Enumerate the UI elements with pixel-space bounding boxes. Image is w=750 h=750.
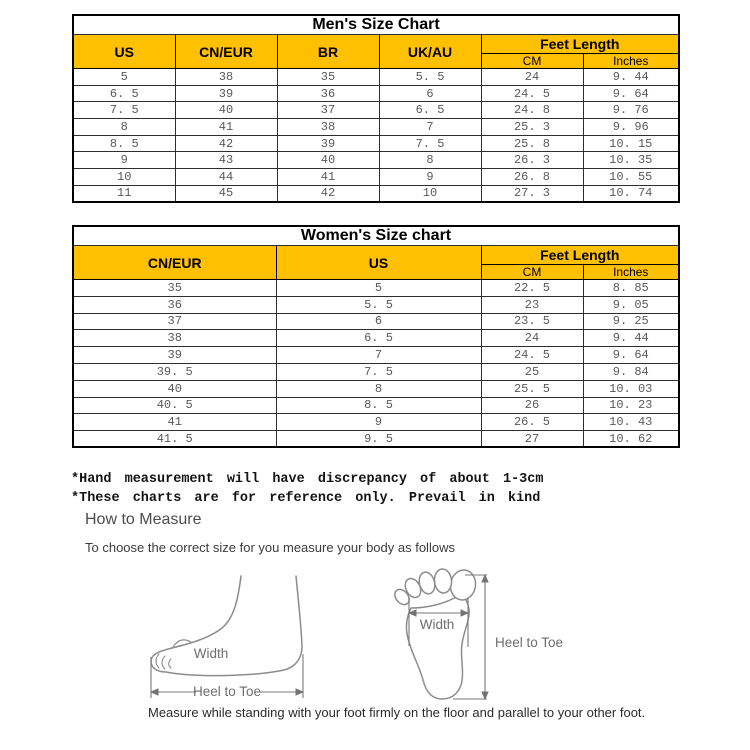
table-cell: 8 [73,119,175,136]
table-cell: 41 [277,169,379,186]
table-cell: 10. 62 [583,431,679,448]
table-cell: 36 [277,85,379,102]
table-cell: 37 [73,313,276,330]
womens-table-title: Women's Size chart [73,226,679,246]
table-cell: 40. 5 [73,397,276,414]
table-row [73,414,679,431]
table-cell: 24. 5 [481,347,583,364]
table-cell: 42 [277,185,379,202]
table-cell: 41. 5 [73,431,276,448]
womens-size-table [72,225,680,448]
table-cell: 8 [276,380,481,397]
table-cell: 8. 85 [583,280,679,297]
table-cell: 36 [73,296,276,313]
table-cell: 9. 44 [583,69,679,86]
mens-col-header-br: BR [277,35,379,69]
table-row [73,330,679,347]
table-cell: 26. 3 [481,152,583,169]
table-cell: 5 [73,69,175,86]
table-cell: 9. 64 [583,85,679,102]
table-cell: 9. 05 [583,296,679,313]
table-cell: 39 [73,347,276,364]
table-cell: 43 [175,152,277,169]
foot-sole-view-diagram [365,556,585,708]
sole-big-toe [448,568,478,602]
table-cell: 7 [379,119,481,136]
mens-col-header-uk-au: UK/AU [379,35,481,69]
table-cell: 27. 3 [481,185,583,202]
table-cell: 40 [277,152,379,169]
womens-col-header-us: US [276,246,481,280]
womens-col-header-cn-eur: CN/EUR [73,246,276,280]
table-cell: 9 [276,414,481,431]
mens-size-table [72,14,680,203]
table-row [73,431,679,448]
table-cell: 5. 5 [379,69,481,86]
mens-table-body [73,69,679,203]
table-cell: 5 [276,280,481,297]
table-cell: 24 [481,330,583,347]
table-cell: 6. 5 [73,85,175,102]
table-cell: 6 [276,313,481,330]
womens-col-header-feet-length: Feet Length [481,246,679,265]
table-cell: 27 [481,431,583,448]
womens-table-body [73,280,679,448]
table-cell: 6 [379,85,481,102]
table-cell: 39 [175,85,277,102]
table-cell: 40 [175,102,277,119]
table-cell: 10. 35 [583,152,679,169]
sole-outline [407,595,470,699]
side-foot-width-label: Width [193,646,229,661]
table-cell: 10. 03 [583,380,679,397]
table-cell: 42 [175,135,277,152]
table-cell: 22. 5 [481,280,583,297]
table-cell: 38 [175,69,277,86]
table-cell: 10 [73,169,175,186]
table-cell: 7 [276,347,481,364]
table-cell: 9. 76 [583,102,679,119]
how-to-measure-heading: How to Measure [85,511,202,528]
table-cell: 35 [73,280,276,297]
table-cell: 9 [379,169,481,186]
table-cell: 9. 64 [583,347,679,364]
table-cell: 10. 23 [583,397,679,414]
mens-col-header-feet-length: Feet Length [481,35,679,54]
table-cell: 9. 96 [583,119,679,136]
table-cell: 10. 15 [583,135,679,152]
table-cell: 41 [175,119,277,136]
mens-table-title: Men's Size Chart [73,15,679,35]
foot-side-view-diagram [138,562,316,704]
table-cell: 9. 84 [583,363,679,380]
table-cell: 10. 43 [583,414,679,431]
table-cell: 7. 5 [379,135,481,152]
table-cell: 44 [175,169,277,186]
sole-foot-width-label: Width [419,617,455,632]
table-cell: 40 [73,380,276,397]
table-cell: 38 [277,119,379,136]
measure-caption: Measure while standing with your foot firmly on the floor and parallel to your other foot. [148,705,646,720]
table-row [73,152,679,169]
table-row [73,185,679,202]
table-cell: 9 [73,152,175,169]
table-cell: 8. 5 [276,397,481,414]
sole-toe-2 [433,568,452,593]
how-to-measure-subtext: To choose the correct size for you measure your body as follows [85,540,455,555]
table-row [73,397,679,414]
table-cell: 24. 8 [481,102,583,119]
table-row [73,280,679,297]
table-row [73,135,679,152]
table-cell: 10 [379,185,481,202]
table-cell: 39. 5 [73,363,276,380]
mens-col-header-cn-eur: CN/EUR [175,35,277,69]
note-line-1: *Hand measurement will have discrepancy of about 1-3cm [71,472,544,487]
sole-foot-heel-to-toe-label: Heel to Toe [495,635,564,650]
table-cell: 9. 5 [276,431,481,448]
table-cell: 7. 5 [276,363,481,380]
table-row [73,380,679,397]
table-row [73,313,679,330]
table-cell: 8 [379,152,481,169]
table-cell: 9. 44 [583,330,679,347]
table-row [73,296,679,313]
mens-col-header-us: US [73,35,175,69]
table-cell: 41 [73,414,276,431]
table-cell: 38 [73,330,276,347]
table-row [73,69,679,86]
table-cell: 26. 5 [481,414,583,431]
side-foot-heel-to-toe-label: Heel to Toe [192,684,262,699]
table-cell: 37 [277,102,379,119]
table-row [73,347,679,364]
womens-col-header-cm: CM [481,265,583,280]
table-cell: 25. 3 [481,119,583,136]
table-cell: 25. 5 [481,380,583,397]
table-cell: 23 [481,296,583,313]
table-cell: 9. 25 [583,313,679,330]
table-cell: 8. 5 [73,135,175,152]
table-cell: 10. 74 [583,185,679,202]
table-cell: 23. 5 [481,313,583,330]
table-cell: 39 [277,135,379,152]
table-cell: 35 [277,69,379,86]
table-row [73,102,679,119]
note-line-2: *These charts are for reference only. Prevail in kind [71,491,541,506]
table-cell: 25. 8 [481,135,583,152]
table-cell: 6. 5 [379,102,481,119]
table-cell: 26 [481,397,583,414]
table-cell: 6. 5 [276,330,481,347]
table-cell: 5. 5 [276,296,481,313]
table-cell: 24 [481,69,583,86]
table-row [73,85,679,102]
table-row [73,363,679,380]
table-cell: 26. 8 [481,169,583,186]
table-cell: 45 [175,185,277,202]
mens-col-header-cm: CM [481,54,583,69]
mens-col-header-inches: Inches [583,54,679,69]
table-cell: 7. 5 [73,102,175,119]
table-cell: 10. 55 [583,169,679,186]
table-cell: 24. 5 [481,85,583,102]
measurement-notes [71,470,543,508]
table-row [73,169,679,186]
side-foot-toe-creases [156,654,171,669]
table-cell: 25 [481,363,583,380]
womens-col-header-inches: Inches [583,265,679,280]
table-row [73,119,679,136]
table-cell: 11 [73,185,175,202]
